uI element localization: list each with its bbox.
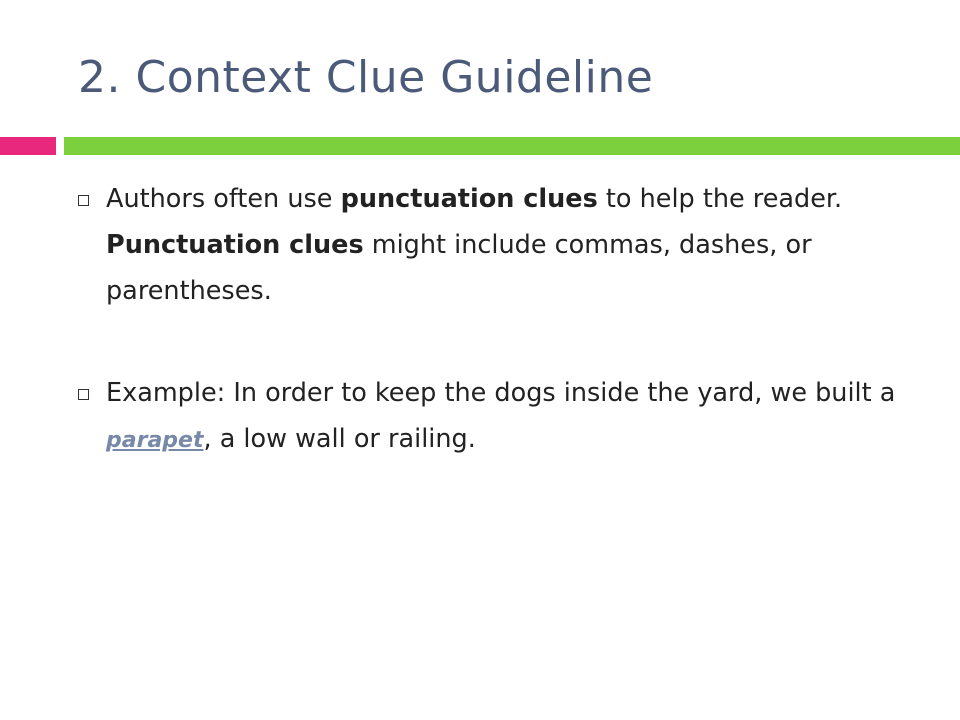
accent-bar-green xyxy=(64,137,960,155)
bold-term: punctuation clues xyxy=(340,184,598,214)
text-run: , a low wall or railing. xyxy=(203,424,476,454)
bullet-list xyxy=(72,176,932,520)
slide-title: 2. Context Clue Guideline xyxy=(78,52,654,103)
bullet-text xyxy=(106,370,932,464)
bullet-item-punctuation-clues xyxy=(72,176,932,314)
vocab-word: parapet xyxy=(106,428,204,453)
hollow-square-bullet-icon xyxy=(78,195,89,206)
text-run: might include commas, dashes, or parentheses. xyxy=(106,230,812,306)
bold-term: Punctuation clues xyxy=(106,230,364,260)
text-run: Example: In order to keep the dogs inside the yard, we built a xyxy=(106,378,896,408)
text-run: to help the reader. xyxy=(597,184,843,214)
text-run: Authors often use xyxy=(106,184,341,214)
hollow-square-bullet-icon xyxy=(78,389,89,400)
accent-bar-pink xyxy=(0,137,56,155)
bullet-text xyxy=(106,176,932,314)
bullet-item-example xyxy=(72,370,932,464)
